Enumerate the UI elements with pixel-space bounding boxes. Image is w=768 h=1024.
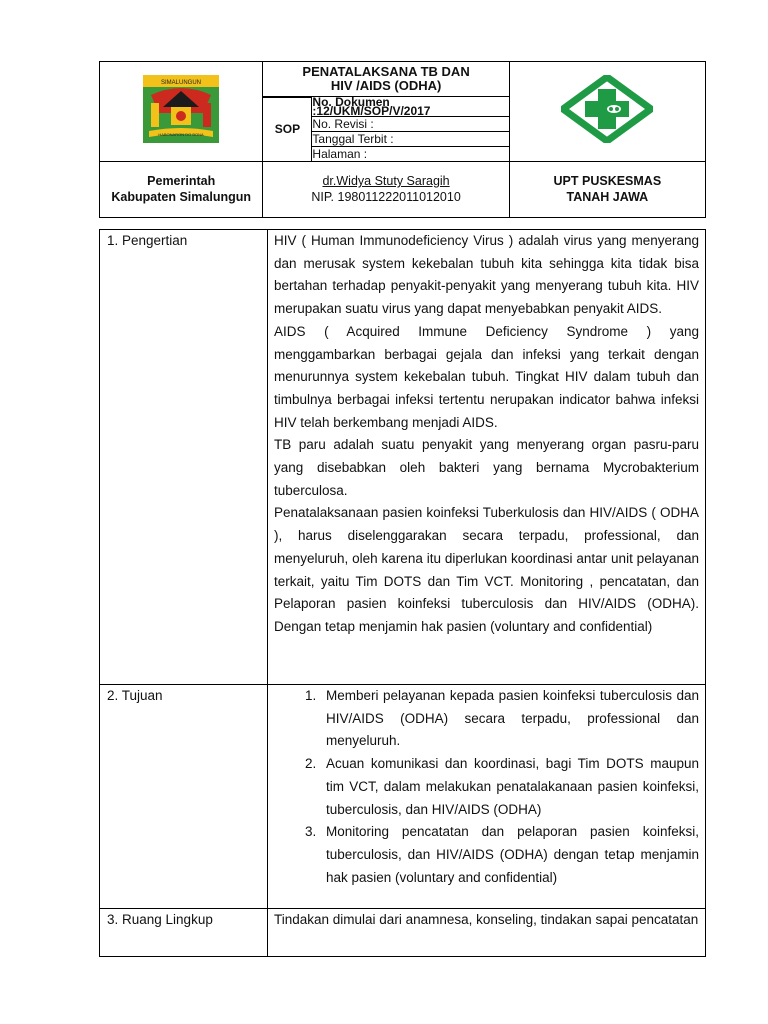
institution-line1: UPT PUSKESMAS [553,174,662,188]
institution-cell [509,161,705,217]
paragraph: TB paru adalah suatu penyakit yang menyerang organ pasru-paru yang disebabkan oleh bakteri yang bernama Mycrobakterium tuberculosa. [274,437,699,498]
section-content-ruang-lingkup: Tindakan dimulai dari anamnesa, konseling, tindakan sapai pencatatan [268,909,706,957]
sop-content-table [99,229,706,957]
doc-info-table [263,94,508,161]
doc-number: No. Dokumen :12/UKM/SOP/V/2017 [312,98,509,117]
section-label-tujuan: 2. Tujuan [100,685,268,909]
revision-field: No. Revisi : [312,116,509,131]
right-logo-cell [509,62,705,162]
section-content-pengertian [268,230,706,685]
sop-header-table [99,61,706,218]
tujuan-list [274,685,699,889]
section-label-pengertian: 1. Pengertian [100,230,268,685]
left-logo-cell [100,62,263,162]
signer-name: dr.Widya Stuty Saragih [322,174,450,188]
paragraph: AIDS ( Acquired Immune Deficiency Syndrome ) yang menggambarkan berbagai gejala dan infeksi yang terkait dengan menurunnya system kekebalan tubuh. Tingkat HIV dalam tubuh dan timbulnya berbagai infeksi tertentu nerupakan indicator bahwa infeksi HIV telah berkembang menjadi AIDS. [274,323,699,430]
section-content-tujuan [268,685,706,909]
doc-title-line2: HIV /AIDS (ODHA) [330,78,442,93]
publish-date-field: Tanggal Terbit : [312,131,509,146]
simalungun-logo-icon [141,73,221,145]
section-row-pengertian [100,230,706,685]
logo-top-text: SIMALUNGUN [161,79,202,86]
signer-nip: NIP. 198011222011012010 [311,190,461,204]
section-label-ruang-lingkup: 3. Ruang Lingkup [100,909,268,957]
list-item: 2. Acuan komunikasi dan koordinasi, bagi Tim DOTS maupun tim VCT, dalam melakukan penatalakanaan pasien koinfeksi, tuberculosis, dan HIV/AIDS (ODHA) [320,753,699,821]
list-item: 1. Memberi pelayanan kepada pasien koinfeksi tuberculosis dan HIV/AIDS (ODHA) secara terpadu, professional dan menyeluruh. [320,685,699,753]
sop-label: SOP [263,98,312,161]
institution-line2: TANAH JAWA [566,190,649,204]
government-line2: Kabupaten Simalungun [111,190,251,204]
logo-motto-text: HABONARON DO BONA [158,131,204,137]
government-cell [100,161,263,217]
page-field: Halaman : [312,146,509,161]
government-line1: Pemerintah [147,174,216,188]
puskesmas-logo-icon [561,75,653,143]
list-item: 3. Monitoring pencatatan dan pelaporan pasien koinfeksi, tuberculosis, dan HIV/AIDS (ODHA) dengan tetap menjamin hak pasien (voluntary and confidential) [320,821,699,889]
paragraph: HIV ( Human Immunodeficiency Virus ) adalah virus yang menyerang dan merusak system kekebalan tubuh kita sehingga kita tidak bisa bertahan terhadap penyakit-penyakit yang menyerang tubuh kita. HIV merupakan suatu virus yang dapat menyebabkan penyakit AIDS. [274,233,699,317]
signer-cell [263,161,509,217]
section-row-tujuan [100,685,706,909]
section-row-ruang-lingkup [100,909,706,957]
doc-title-line1: PENATALAKSANA TB DAN [302,64,470,79]
paragraph: Penatalaksanaan pasien koinfeksi Tuberkulosis dan HIV/AIDS ( ODHA ), harus diselenggarakan secara terpadu, professional, dan menyeluruh, oleh karena itu diperlukan koordinasi antar unit pelayanan terkait, yaitu Tim DOTS dan Tim VCT. Monitoring , pencatatan, dan Pelaporan pasien koinfeksi tuberculosis dan HIV/AIDS (ODHA). Dengan tetap menjamin hak pasien (voluntary and confidential) [274,505,699,634]
title-cell [263,62,509,162]
